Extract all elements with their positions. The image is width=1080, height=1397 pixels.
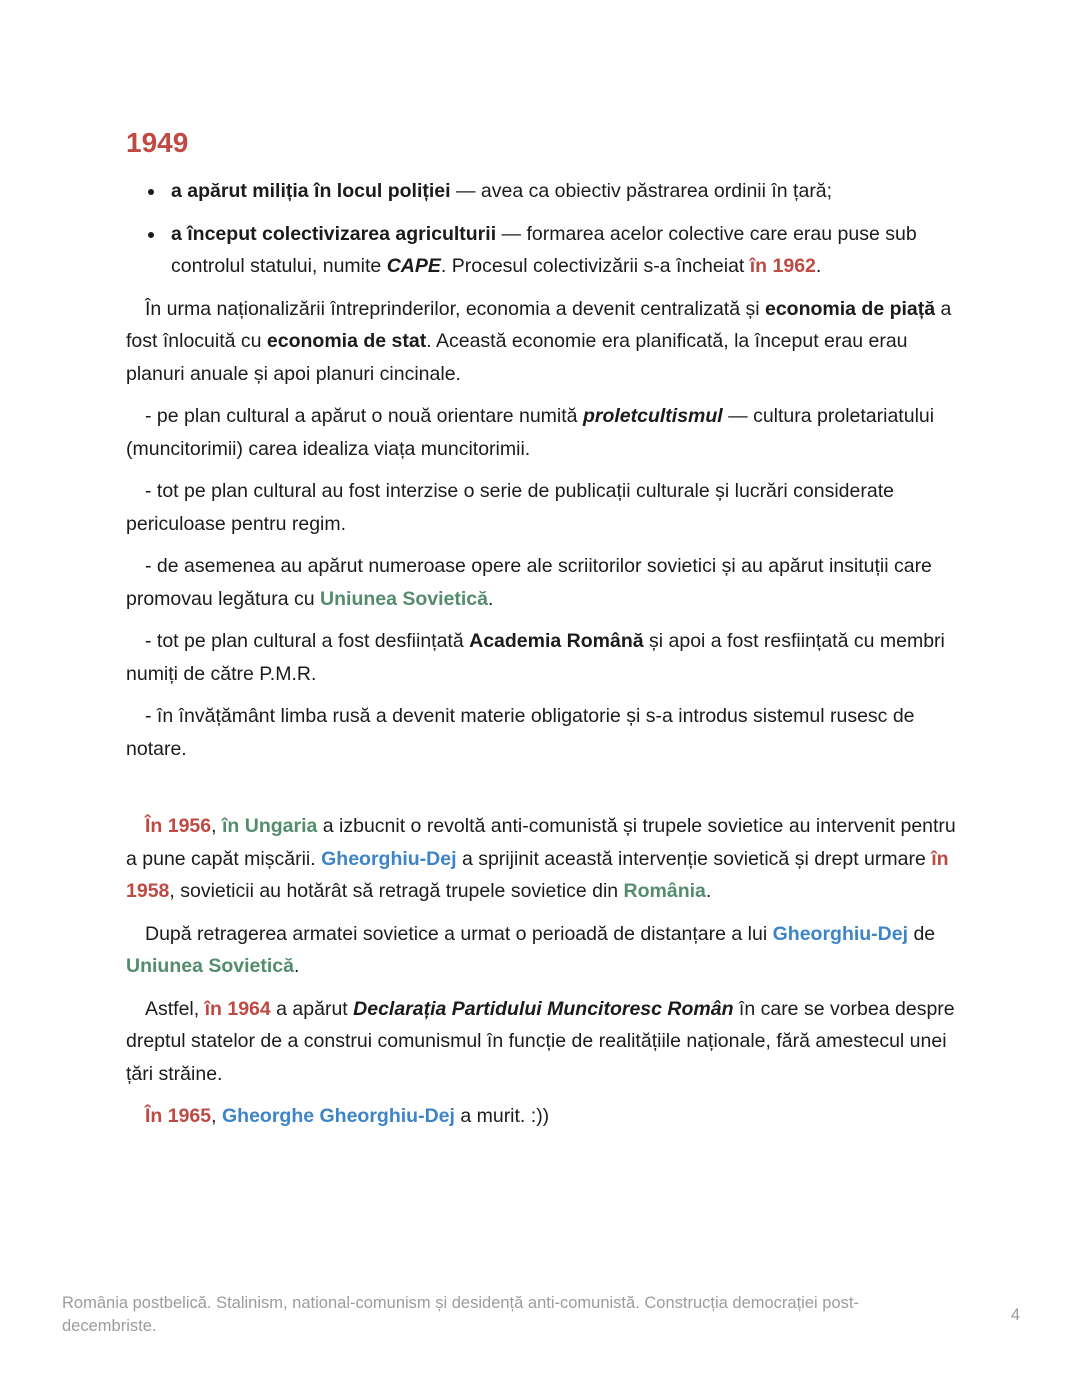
plain-run: — formarea acelor colective care erau puse sub controlul statului, numite [171,222,917,277]
bullet-item-militia [166,175,956,208]
bold-run: a apărut miliția în locul poliției [171,180,451,202]
plain-run: . [488,587,494,610]
document-content [126,0,956,1143]
entity-uniunea-sovietica: Uniunea Sovietică [320,587,488,610]
plain-run: - în învățământ limba rusă a devenit materie obligatorie și s-a introdus sistemul rusesc de notare. [126,705,915,760]
footer-title-text: România postbelică. Stalinism, national-comunism și desidență anti-comunistă. Construcția democrației post-decembriste. [62,1294,859,1335]
plain-run: - pe plan cultural a apărut o nouă orientare numită [145,405,583,427]
page-number: 4 [1010,1305,1020,1324]
plain-run: a murit. :)) [454,1105,550,1127]
paragraph-opere-sovietice [126,550,956,615]
entity-gheorghe-gheorghiu-dej: Gheorghe Gheorghiu-Dej [221,1105,455,1127]
plain-run: . Procesul colectivizării s-a încheiat [440,255,750,277]
plain-run: . [815,255,822,277]
plain-run: , sovieticii au hotărât să retragă trupele sovietice din [169,880,624,902]
year-1964-highlight: în 1964 [204,997,271,1020]
term-cape: CAPE [386,255,441,277]
plain-run: , [211,815,222,837]
year-1962-highlight: în 1962 [749,255,816,277]
plain-run: — avea ca obiectiv păstrarea ordinii în țară; [450,180,833,202]
paragraph-proletcultism [126,400,956,465]
term-declaratia-pmr: Declarația Partidului Muncitoresc Român [353,997,734,1020]
bold-run: Academia Română [469,630,644,652]
plain-run: și apoi a fost resființată cu membri numiți de către P.M.R. [126,630,945,685]
plain-run: a sprijinit această intervenție sovietică și drept urmare [456,847,932,870]
entity-uniunea-sovietica: Uniunea Sovietică [126,955,294,977]
year-1965-highlight: În 1965 [145,1105,212,1127]
plain-run: . [293,955,300,977]
plain-run: - tot pe plan cultural a fost desființată [145,630,470,652]
plain-run: — cultura proletariatului (muncitorimii) carea idealiza viața muncitorimii. [126,405,935,460]
paragraph-academia-romana [126,625,956,690]
plain-run: - de asemenea au apărut numeroase opere ale scriitorilor sovietici și au apărut insituții care promovau legătura cu [126,555,932,610]
paragraph-retragere-armata [126,918,956,983]
bold-run: a început colectivizarea agriculturii [171,222,497,245]
entity-romania: România [623,880,706,902]
year-1956-highlight: În 1956 [145,815,212,837]
plain-run: După retragerea armatei sovietice a urmat o perioadă de distanțare a lui [145,922,773,945]
section-heading-1949: 1949 [126,127,189,158]
plain-run: a izbucnit o revoltă anti-comunistă și trupele sovietice au intervenit pentru a pune capăt mișcării. [126,815,956,870]
paragraph-1956-ungaria [126,810,956,908]
plain-run: - tot pe plan cultural au fost interzise o serie de publicații culturale și lucrări considerate periculoase pentru regim. [126,480,894,535]
paragraph-1965-moarte [126,1100,956,1133]
plain-run: în care se vorbea despre dreptul statelor de a construi comunismul în funcție de realitățiile naționale, fără amestecul unei țări străine. [126,997,955,1085]
entity-gheorghiu-dej: Gheorghiu-Dej [772,922,909,945]
bold-run: economia de piață [764,297,936,320]
entity-gheorghiu-dej: Gheorghiu-Dej [321,847,457,870]
bullet-list [126,175,956,283]
term-proletcultismul: proletcultismul [582,405,723,427]
paragraph-declaratia-1964 [126,993,956,1091]
blank-line [126,775,956,810]
plain-run: de [908,922,936,945]
bullet-item-colectivizare [166,218,956,283]
plain-run: . Această economie era planificată, la început erau erau planuri anuale și apoi planuri cincinale. [126,330,908,385]
entity-ungaria: în Ungaria [221,815,318,837]
year-1958-highlight: în 1958 [126,847,949,902]
plain-run: În urma naționalizării întreprinderilor, economia a devenit centralizată și [145,297,765,320]
plain-run: a apărut [270,997,354,1020]
paragraph-invatamant [126,700,956,765]
plain-run: , [211,1105,222,1127]
plain-run: . [705,880,712,902]
plain-run: a fost înlocuită cu [126,297,952,352]
plain-run: Astfel, [145,997,205,1020]
page-footer [62,1292,1024,1338]
paragraph-economie [126,293,956,391]
bold-run: economia de stat [266,330,427,352]
paragraph-publicatii-interzise [126,475,956,540]
